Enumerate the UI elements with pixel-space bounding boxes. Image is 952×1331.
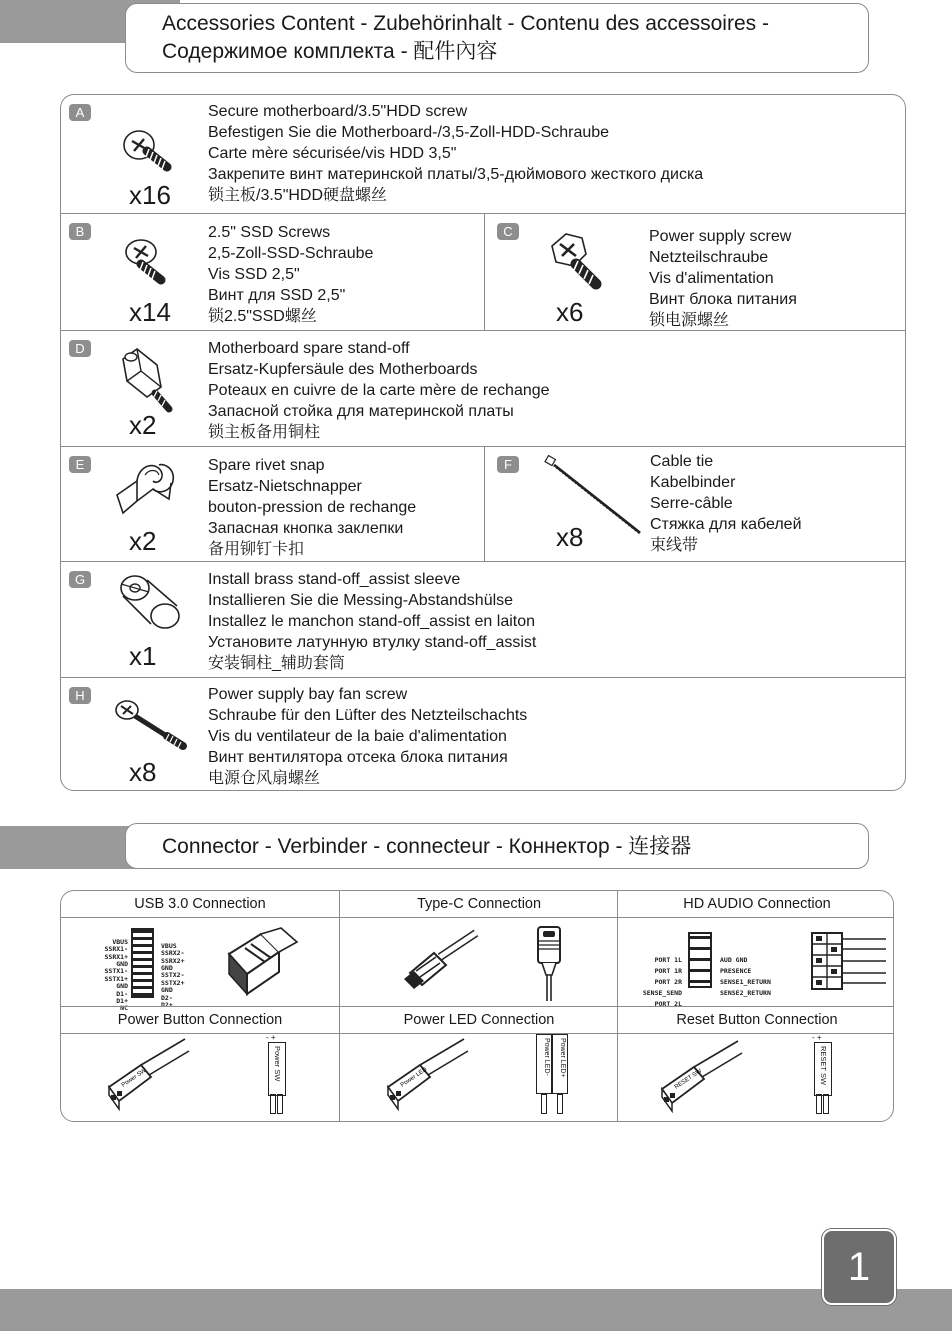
svg-text:Power SW: Power SW	[120, 1067, 148, 1089]
item-letter-g: G	[69, 571, 91, 588]
accessory-row-g	[61, 562, 905, 678]
accessories-heading-line2: Содержимое комплекта - 配件內容	[162, 40, 498, 63]
power-button-connection-title: Power Button Connection	[61, 1006, 339, 1034]
accessories-panel	[60, 94, 906, 791]
hd-audio-pins-left: PORT 1L PORT 1R PORT 2R SENSE_SEND PORT 2L	[642, 956, 682, 1008]
power-led-plus-label: Power LED+	[559, 1038, 566, 1078]
item-qty-h: x8	[129, 757, 157, 787]
typec-connection-title: Type-C Connection	[340, 891, 618, 918]
hd-audio-pins-right: AUD GND PRESENCE SENSE1_RETURN SENSE2_RETURN	[720, 956, 771, 997]
item-letter-c: C	[497, 223, 519, 240]
connector-panel	[60, 890, 894, 1122]
assist-sleeve-icon	[115, 570, 189, 642]
accessory-cell-e	[61, 447, 484, 561]
ssd-screw-icon	[121, 234, 177, 290]
accessories-heading	[125, 3, 869, 73]
item-qty-f: x8	[556, 522, 584, 552]
svg-text:Power LED: Power LED	[399, 1066, 429, 1089]
connector-column-2	[339, 891, 618, 1121]
reset-button-connection-title: Reset Button Connection	[618, 1006, 894, 1034]
item-qty-a: x16	[129, 180, 171, 210]
reset-sw-label: RESET SW	[819, 1046, 828, 1086]
usb3-header-block	[131, 928, 154, 998]
power-sw-label: Power SW	[273, 1046, 282, 1082]
connector-column-1	[61, 891, 339, 1121]
item-qty-d: x2	[129, 410, 157, 440]
motherboard-screw-icon	[119, 125, 175, 175]
accessories-heading-line1: Accessories Content - Zubehörinhalt - Contenu des accessoires -	[162, 12, 769, 35]
typec-plug-front-icon	[532, 925, 572, 1003]
power-led-header	[536, 1034, 570, 1114]
item-qty-c: x6	[556, 297, 584, 327]
item-qty-e: x2	[129, 526, 157, 556]
standoff-icon	[117, 345, 181, 417]
item-letter-h: H	[69, 687, 91, 704]
item-desc-h: Power supply bay fan screw Schraube für den Lüfter des Netzteilschachts Vis du ventilateur de la baie d'alimentation Винт вентилятора отсека блока питания 电源仓风扇螺丝	[208, 686, 528, 787]
item-qty-b: x14	[129, 297, 171, 327]
item-desc-f: Cable tie Kabelbinder Serre-câble Стяжка для кабелей 束线带	[650, 453, 802, 554]
power-led-minus-label: Power LED-	[543, 1038, 550, 1076]
rivet-snap-icon	[109, 455, 189, 525]
usb3-pins-right: VBUS SSRX2- SSRX2+ GND SSTX2- SSTX2+ GND D2- D2+	[161, 941, 185, 1010]
accessory-row-bc	[61, 214, 905, 331]
item-letter-f: F	[497, 456, 519, 473]
svg-text:RESET SW: RESET SW	[673, 1068, 704, 1091]
usb3-diagram	[91, 924, 331, 1013]
hd-audio-plug-icon	[810, 929, 890, 993]
item-letter-d: D	[69, 340, 91, 357]
power-sw-header	[266, 1034, 290, 1114]
accessory-row-h	[61, 678, 905, 791]
typec-plug-icon	[400, 927, 480, 997]
accessory-row-a	[61, 95, 905, 214]
item-desc-g: Install brass stand-off_assist sleeve Installieren Sie die Messing-Abstandshülse Installez le manchon stand-off_assist en laiton Установите латунную втулку stand-off_assist 安装铜柱_辅助套筒	[208, 571, 537, 672]
hd-audio-diagram	[618, 929, 894, 1008]
accessory-row-d	[61, 331, 905, 447]
item-desc-c: Power supply screw Netzteilschraube Vis d'alimentation Винт блока питания 锁电源螺丝	[649, 228, 797, 329]
power-supply-screw-icon	[544, 230, 610, 296]
page-number: 1	[822, 1229, 896, 1305]
pol-minus: -	[266, 1033, 269, 1042]
footer-bar	[0, 1289, 952, 1331]
connector-heading: Connector - Verbinder - connecteur - Коннектор - 连接器	[125, 823, 869, 869]
item-letter-e: E	[69, 456, 91, 473]
item-desc-e: Spare rivet snap Ersatz-Nietschnapper bouton-pression de rechange Запасная кнопка заклепки 备用铆钉卡扣	[208, 457, 417, 558]
item-letter-a: A	[69, 104, 91, 121]
hd-audio-header-block	[688, 932, 712, 988]
hd-audio-connection-title: HD AUDIO Connection	[618, 891, 894, 918]
usb3-connection-title: USB 3.0 Connection	[61, 891, 339, 918]
accessory-cell-f	[484, 447, 906, 561]
accessory-cell-c	[484, 214, 906, 330]
power-led-plug-icon	[380, 1035, 470, 1115]
item-desc-d: Motherboard spare stand-off Ersatz-Kupfersäule des Motherboards Poteaux en cuivre de la carte mère de rechange Запасной стойка для материнской платы 锁主板备用铜柱	[208, 340, 550, 441]
item-qty-g: x1	[129, 641, 157, 671]
item-desc-a: Secure motherboard/3.5"HDD screw Befestigen Sie die Motherboard-/3,5-Zoll-HDD-Schraube Carte mère sécurisée/vis HDD 3,5" Закрепите винт материнской платы/3,5-дюймового жесткого диска 锁主板/3.5"HDD硬盘螺丝	[208, 103, 704, 204]
usb3-plug-icon	[221, 924, 301, 1002]
power-led-connection-title: Power LED Connection	[340, 1006, 618, 1034]
connector-column-3	[617, 891, 894, 1121]
accessory-cell-b	[61, 214, 484, 330]
item-letter-b: B	[69, 223, 91, 240]
pol-plus: +	[270, 1033, 276, 1042]
power-button-plug-icon	[101, 1035, 191, 1115]
usb3-pins-left: VBUS SSRX1- SSRX1+ GND SSTX1- SSTX1+ GND D1- D1+ NC	[104, 937, 128, 1013]
accessory-row-ef	[61, 447, 905, 562]
fan-screw-icon	[111, 694, 191, 754]
item-desc-b: 2.5" SSD Screws 2,5-Zoll-SSD-Schraube Vis SSD 2,5" Винт для SSD 2,5" 锁2.5"SSD螺丝	[208, 224, 374, 325]
reset-sw-header: - + RESET SW	[812, 1034, 836, 1114]
reset-button-plug-icon	[654, 1037, 744, 1117]
